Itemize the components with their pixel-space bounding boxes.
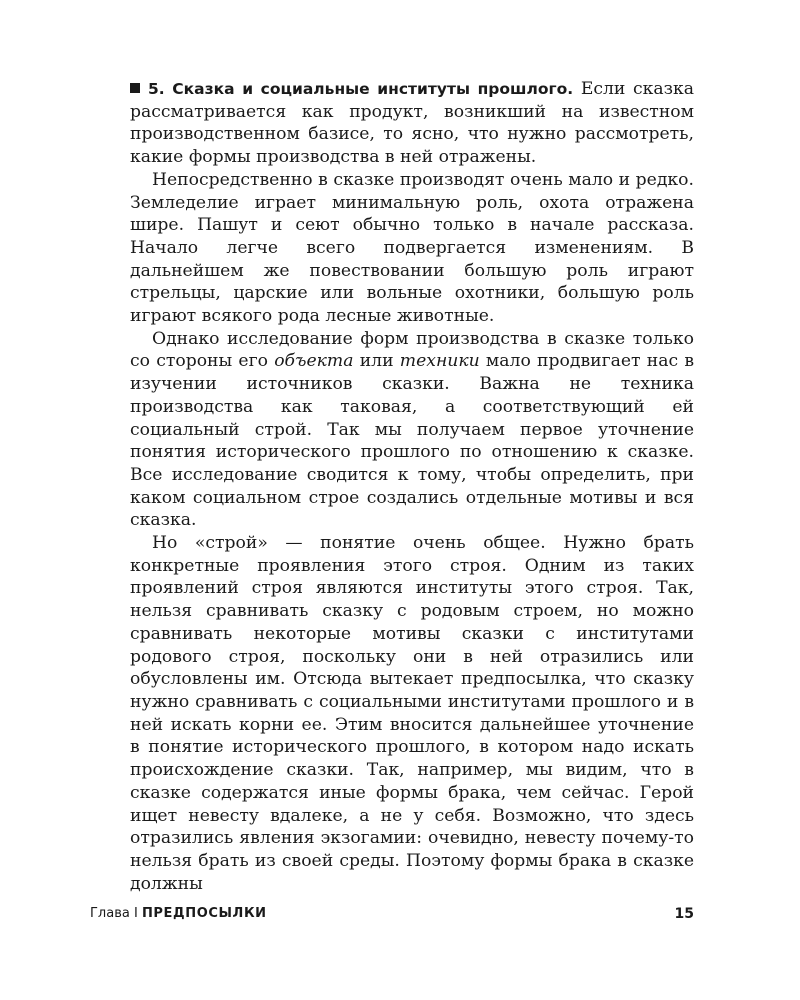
section-heading: 5. Сказка и социальные институты прошлого.	[148, 80, 574, 98]
page-footer	[90, 906, 694, 928]
paragraph-3-text: или	[353, 351, 400, 372]
chapter-label: Глава I	[90, 906, 138, 921]
section-bullet-icon	[130, 83, 140, 93]
paragraph-3	[130, 328, 694, 532]
paragraph-4: Но «строй» — понятие очень общее. Нужно брать конкретные проявления этого строя. Одним из таких проявлений строя являются институты этого строя. Так, нельзя сравнивать сказку с родовым строем, но можно сравнивать некоторые мотивы сказки с институтами родового строя, поскольку они в ней отразились или обусловлены им. Отсюда вытекает предпосылка, что сказку нужно сравнивать с социальными институтами прошлого и в ней искать корни ее. Этим вносится дальнейшее уточнение в понятие исторического прошлого, в котором надо искать происхождение сказки. Так, например, мы видим, что в сказке содержатся иные формы брака, чем сейчас. Герой ищет невесту вдалеке, а не у себя. Возможно, что здесь отразились явления экзогамии: очевидно, невесту почему-то нельзя брать из своей среды. Поэтому формы брака в сказке должны	[130, 533, 694, 894]
chapter-title: ПРЕДПОСЫЛКИ	[141, 906, 267, 921]
running-footer	[90, 906, 267, 921]
page-number: 15	[674, 906, 694, 922]
paragraph-3-text: Однако исследование форм производства в сказке только со стороны его	[130, 328, 694, 372]
paragraph-section-intro	[130, 78, 694, 169]
paragraph-2: Непосредственно в сказке производят очень мало и редко. Земледелие играет минимальную роль, охота отражена шире. Пашут и сеют обычно только в начале рассказа. Начало легче всего подвергается изменениям. В дальнейшем же повествовании большую роль играют стрельцы, царские или вольные охотники, большую роль играют всякого рода лесные животные.	[130, 169, 694, 327]
paragraph-3-text: мало продвигает нас в изучении источников сказки. Важна не техника производства как таковая, а соответствующий ей социальный строй. Так мы получаем первое уточнение понятия исторического прошлого по отношению к сказке. Все исследование сводится к тому, чтобы определить, при каком социальном строе создались отдельные мотивы и вся сказка.	[130, 351, 694, 531]
page-body	[130, 78, 694, 895]
paragraph-3-emphasis-technique: техники	[399, 351, 480, 372]
section-intro-text: Если сказка рассматривается как продукт, возникший на известном производственном базисе, то ясно, что нужно рассмотреть, какие формы производства в ней отражены.	[130, 79, 694, 168]
paragraph-3-emphasis-object: объекта	[274, 351, 354, 372]
